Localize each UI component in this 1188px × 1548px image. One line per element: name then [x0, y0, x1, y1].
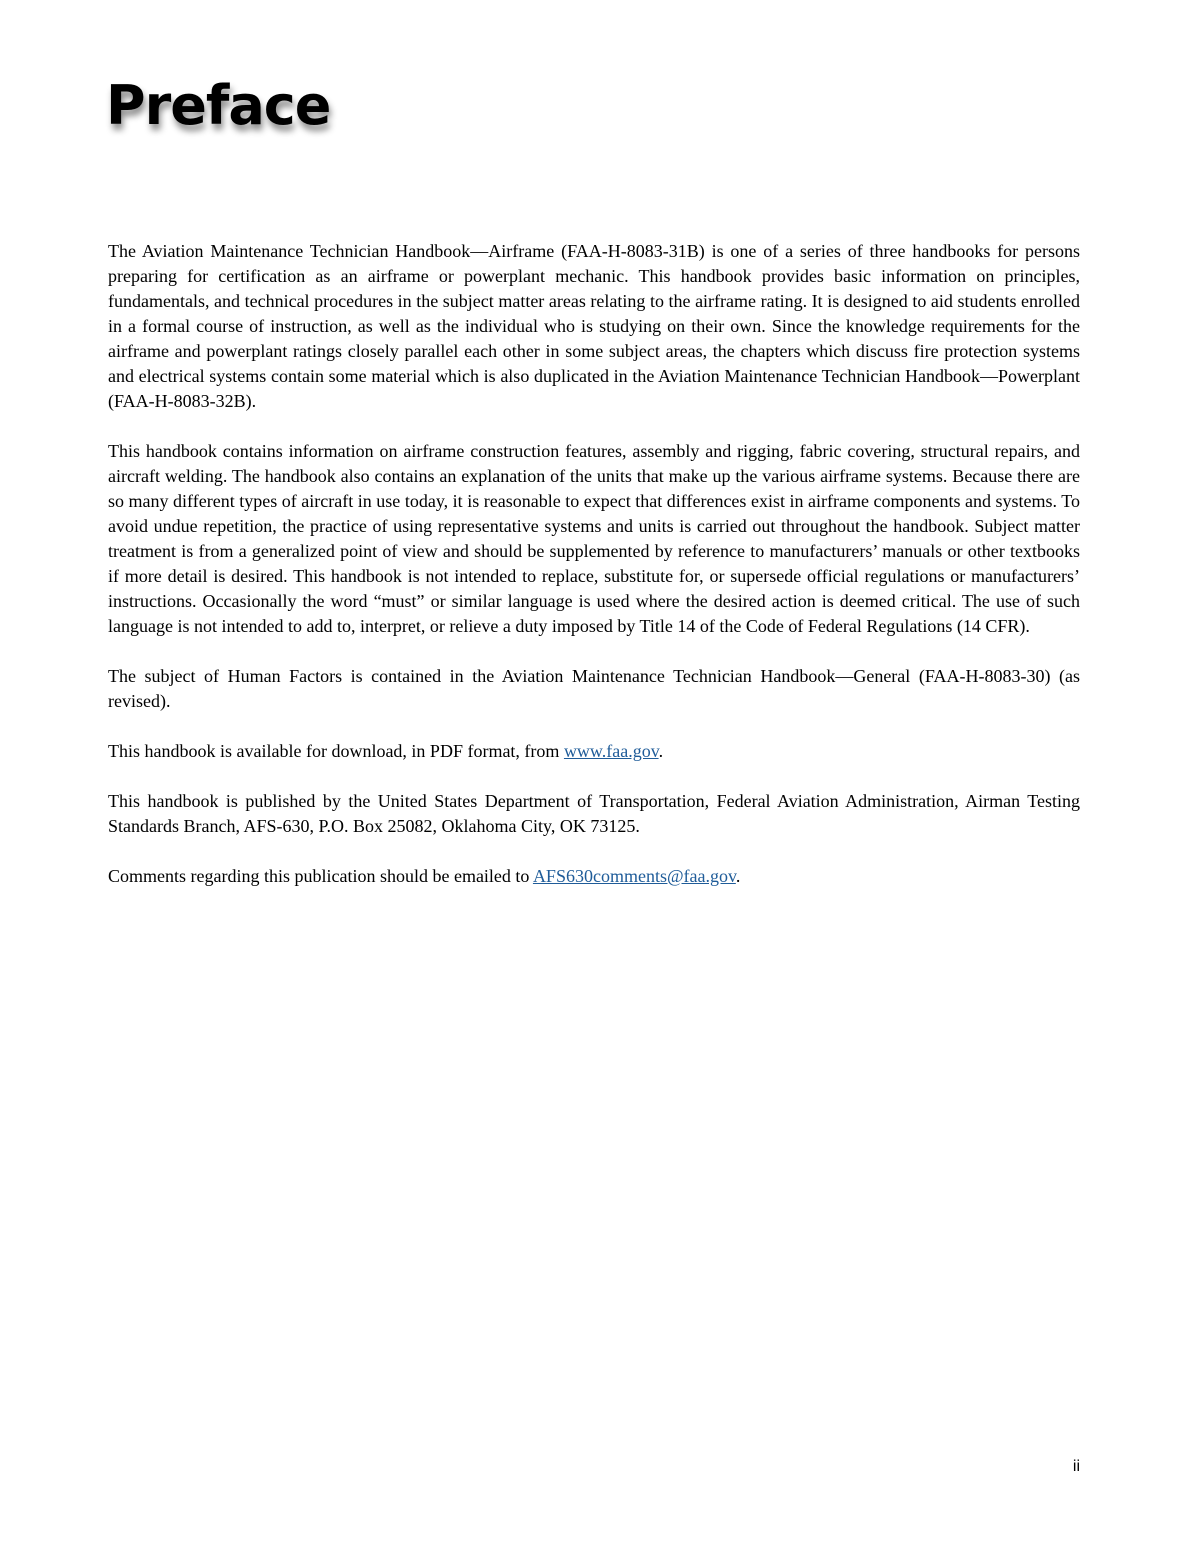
comments-email-link[interactable]: AFS630comments@faa.gov	[532, 866, 736, 886]
faa-website-link[interactable]: www.faa.gov	[563, 741, 659, 761]
preface-body	[108, 239, 1080, 914]
paragraph-publisher: This handbook is published by the United States Department of Transportation, Federal Aviation Administration, Airman Testing Standards Branch, AFS-630, P.O. Box 25082, Oklahoma City, OK 73125.	[108, 791, 1080, 836]
paragraph-intro: The Aviation Maintenance Technician Handbook—Airframe (FAA-H-8083-31B) is one of a series of three handbooks for persons preparing for certification as an airframe or powerplant mechanic. This handbook provides basic information on principles, fundamentals, and technical procedures in the subject matter areas relating to the airframe rating. It is designed to aid students enrolled in a formal course of instruction, as well as the individual who is studying on their own. Since the knowledge requirements for the airframe and powerplant ratings closely parallel each other in some subject areas, the chapters which discuss fire protection systems and electrical systems contain some material which is also duplicated in the Aviation Maintenance Technician Handbook—Powerplant (FAA-H-8083-32B).	[108, 241, 1080, 411]
download-period: .	[658, 741, 664, 761]
paragraph-contents: This handbook contains information on airframe construction features, assembly and rigging, fabric covering, structural repairs, and aircraft welding. The handbook also contains an explanation of the units that make up the various airframe systems. Because there are so many different types of aircraft in use today, it is reasonable to expect that differences exist in airframe components and systems. To avoid undue repetition, the practice of using representative systems and units is carried out throughout the handbook. Subject matter treatment is from a generalized point of view and should be supplemented by reference to manufacturers’ manuals or other textbooks if more detail is desired. This handbook is not intended to replace, substitute for, or supersede official regulations or manufacturers’ instructions. Occasionally the word “must” or similar language is used where the desired action is deemed critical. The use of such language is not intended to add to, interpret, or relieve a duty imposed by Title 14 of the Code of Federal Regulations (14 CFR).	[108, 441, 1080, 636]
comments-text: Comments regarding this publication should be emailed to	[108, 866, 533, 886]
page-number: ii	[1072, 1458, 1080, 1475]
page-title: Preface	[106, 74, 331, 137]
download-text: This handbook is available for download, in PDF format, from	[108, 741, 564, 761]
paragraph-human-factors: The subject of Human Factors is contained in the Aviation Maintenance Technician Handbook—General (FAA-H-8083-30) (as revised).	[108, 666, 1080, 711]
comments-period: .	[735, 866, 741, 886]
paragraph-download	[108, 739, 1080, 764]
paragraph-comments	[108, 864, 1080, 889]
